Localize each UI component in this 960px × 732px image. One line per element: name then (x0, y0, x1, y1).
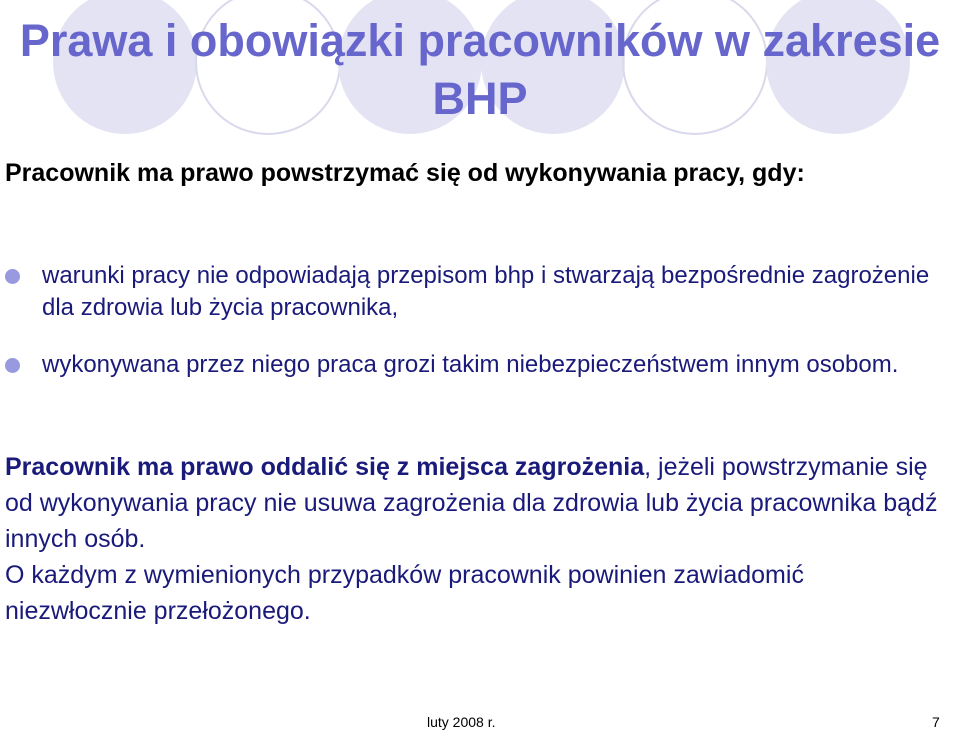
bullet-item (5, 349, 945, 381)
paragraph-rest-text: , jeżeli powstrzymanie się od wykonywania pracy nie usuwa zagrożenia dla zdrowia lub życia pracownika bądź innych osób. (5, 453, 938, 553)
footer-date: luty 2008 r. (427, 714, 496, 730)
slide-subtitle: Pracownik ma prawo powstrzymać się od wykonywania pracy, gdy: (5, 159, 805, 187)
body-paragraph (5, 449, 950, 629)
bullet-list (5, 260, 945, 381)
bullet-text: wykonywana przez niego praca grozi takim niebezpieczeństwem innym osobom. (42, 351, 899, 378)
page-number: 7 (932, 714, 940, 730)
slide-title: Prawa i obowiązki pracowników w zakresie BHP (19, 15, 941, 124)
bullet-dot-icon (5, 269, 20, 284)
paragraph-bold-text: Pracownik ma prawo oddalić się z miejsca zagrożenia (5, 453, 645, 481)
bullet-text: warunki pracy nie odpowiadają przepisom bhp i stwarzają bezpośrednie zagrożenie dla zdrowia lub życia pracownika, (42, 262, 930, 321)
bullet-item (5, 260, 945, 324)
paragraph-second-sentence: O każdym z wymienionych przypadków pracownik powinien zawiadomić niezwłocznie przełożonego. (5, 561, 804, 625)
bullet-dot-icon (5, 358, 20, 373)
